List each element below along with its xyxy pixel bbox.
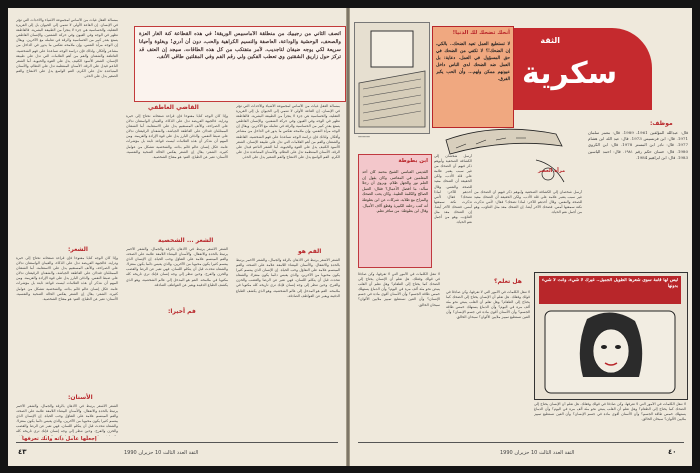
column-middle-2: الشعر الأشقر يرتبط في الأذهان بالرقة والجمال، والشعر الأحمر يرتبط بالحدة والانفعال. والأسنان البيضاء اللامعة علامة على الصحة، والفم المبتسم علامة على التفاؤل وحب الحياة. إن الإنسان الذي يبتسم كثيرا يكون محبوبا من الآخرين، والذي يعبس دائما يكون منعزلا. والشفاه تتحدث قبل أن يتكلم اللسان، فهي تعبر عن الرضا والغضب والحزن والفرح. وحين تنظر إلى وجه إنسان فإنك ترى تاريخه كله مكتوبا في ملامحه. الفم هو المدخل إلى عالم الشخصية، وهو الذي يكشف الطباع الدفينة ويعبر عن العواطف الصادقة.	[126, 247, 228, 287]
magazine-logo-block	[514, 28, 652, 110]
heading-know: هل تعلم؟	[494, 278, 522, 285]
ask-items: لا تستطيع العمل تعيد الضحك.. بالكي، إن الضحك!؟ لا تكفي من الضحك في حق المسؤول في العمل. دعاية: بل العمل ضد الضحك لدى الناس داخل عيونهم ممكن ولهم... وأن الحب يكبر الفرق.	[436, 42, 510, 82]
closing-line: إجعلها عامل ذاته وانك تعرفها	[22, 436, 97, 442]
page-number-left: ٤٣	[18, 448, 27, 456]
logo-prefix: الثقة	[540, 36, 560, 45]
column-left-1: بمسألة العقل غياث من الأساس لمجموعة الأشياء والأحداث التي تؤثر في الإنسان. إن القاعة الأولى لا تنتمي إلى الحيوان بل إلى الغريزة العقلية، والحساسية هي جزء لا يتجزأ من الطبيعة البشرية. فالعاطفة تظهر في الوجه وفي العيون وفي حركة الشفتين، والإنسان العاطفي يتمتع بقدر كبير من الحساسية والرقة في تعامله مع الآخرين. ويقال إن الوجه مرآة النفس، وإن ملامحه تعكس ما يدور في الداخل من مشاعر وأفكار. ولذلك فإن دراسة الوجه تساعدنا على فهم الشخصية. العاطفة والشفتان والفم من أهم العلامات التي تدل على طبيعة الإنسان. الشعر الأسود الكثيف يدل على القوة والحيوية، أما الشعر الناعم فيدل على الرقة. الأسنان المنتظمة تدل على النظام، والأسنان المتباعدة تدل على الكرم. الفم الواسع يدل على الانفتاح والفم الصغير يدل على الحذر.	[16, 18, 118, 79]
column-middle-1: وإذا كان الوجه كتابا مفتوحا فإن قراءة صفحاته تحتاج إلى خبرة ودراية. فالجبهة العريضة تدل على الذكاء، والعينان الواسعتان تدلان على الصراحة، والأنف المستقيم يدل على الاستقامة. أما الشفتان الممتلئتان فتدلان على العاطفة الجياشة، والشفتان الرقيقتان تدلان على ضبط النفس. والذقن البارز يدل على قوة الإرادة والعزيمة. ومن المهم أن نتذكر أن هذه العلامات ليست قواعد ثابتة بل مؤشرات عامة. فكل إنسان عالم قائم بذاته، والشخصية تتشكل من عوامل كثيرة. الشعر: يقال إن الشعر يعكس الحالة الصحية والنفسية. الأسنان: تعبر عن الطباع. الفم: هو مفتاح الشخصية.	[126, 114, 228, 159]
footer-rule-right	[358, 442, 684, 443]
mazaj-box	[358, 154, 432, 268]
footer-right: الثقة العدد الثالث 10 حزيران 1990	[500, 450, 575, 456]
heading-teeth: الأسنان:	[68, 394, 93, 401]
cartoon-box	[534, 272, 688, 400]
sketch-caption: ———	[358, 134, 370, 139]
left-page	[8, 8, 346, 466]
column-text-c2: لا تنقل الكلمات في الأمور التي لا تعرفها، وكن صادقا في قولك وفعلك. هل تعلم أن الإنسان يحتاج إلى الضحك كما يحتاج إلى الطعام؟ وهل تعلم أن القلب ينبض نحو مئة ألف مرة في اليوم؟ وأن الدماغ يستهلك خمس طاقة الجسم؟ وأن الأسنان أقوى مادة في جسم الإنسان؟ وأن العين تستطيع تمييز ملايين الألوان؟ سبحان الخالق.	[446, 290, 530, 320]
column-right-2: الشعر الأشقر يرتبط في الأذهان بالرقة والجمال، والشعر الأحمر يرتبط بالحدة والانفعال. والأسنان البيضاء اللامعة علامة على الصحة، والفم المبتسم علامة على التفاؤل وحب الحياة. إن الإنسان الذي يبتسم كثيرا يكون محبوبا من الآخرين، والذي يعبس دائما يكون منعزلا. والشفاه تتحدث قبل أن يتكلم اللسان، فهي تعبر عن الرضا والغضب والحزن والفرح. وحين تنظر إلى وجه إنسان فإنك ترى تاريخه كله مكتوبا في ملامحه. الفم هو المدخل إلى عالم الشخصية، وهو الذي يكشف الطباع الدفينة ويعبر عن العواطف الصادقة.	[236, 258, 340, 298]
heading-feelings: الشعر ... الشخصية	[158, 237, 214, 244]
column-text-a: أرسل شخصان إلى الكشافة الصحفية وأبوهم ذكر فيهم أن الضحك من غير سبب يعتبر علامة على قلة الأدب، ولكن الحقيقة أن الضحك مفيد للصحة والنفس. وقال أحدهم للآخر: لماذا تضحك؟ فقال: لأنني تذكرت نكتة سمعتها أمس. فضحك الآخر أيضا. إن الضحك معد مثل التثاؤب، وهو من أجمل نعم الحياة.	[474, 190, 582, 215]
cartoon-caption: ليس لها قامة سوى شعرها الطويل الجميل.. غيرك لا شيء، وأنت لا شيء بدونها	[542, 278, 678, 290]
heading-dept: موظف:	[650, 120, 673, 127]
footer-left: الثقة العدد الثالث 10 حزيران 1990	[124, 450, 199, 456]
column-text-c3: لا تنقل الكلمات في الأمور التي لا تعرفها، وكن صادقا في قولك وفعلك. هل تعلم أن الإنسان يحتاج إلى الضحك كما يحتاج إلى الطعام؟ وهل تعلم أن القلب ينبض نحو مئة ألف مرة في اليوم؟ وأن الدماغ يستهلك خمس طاقة الجسم؟ وأن الأسنان أقوى مادة في جسم الإنسان؟ وأن العين تستطيع تمييز ملايين الألوان؟ سبحان الخالق.	[534, 402, 686, 422]
dept-list: قال: عبدالله المؤلفين 1961، 1989. قال: معمر سلمان 1971. قال: ابن فرنسيس 1973. قال: عبد الله ابن هشام 1977. قال: نادر ابن المستر 1978. قال: ابن الكروي 1980. قال: حسان حكم رقم ١٩٨١. قال: احمد الياسين 1983. قال: ابن ابراهيم 1984.	[588, 130, 688, 160]
ask-box	[432, 26, 514, 128]
column-left-2: وإذا كان الوجه كتابا مفتوحا فإن قراءة صفحاته تحتاج إلى خبرة ودراية. فالجبهة العريضة تدل على الذكاء، والعينان الواسعتان تدلان على الصراحة، والأنف المستقيم يدل على الاستقامة. أما الشفتان الممتلئتان فتدلان على العاطفة الجياشة، والشفتان الرقيقتان تدلان على ضبط النفس. والذقن البارز يدل على قوة الإرادة والعزيمة. ومن المهم أن نتذكر أن هذه العلامات ليست قواعد ثابتة بل مؤشرات عامة. فكل إنسان عالم قائم بذاته، والشخصية تتشكل من عوامل كثيرة. الشعر: يقال إن الشعر يعكس الحالة الصحية والنفسية. الأسنان: تعبر عن الطباع. الفم: هو مفتاح الشخصية.	[16, 256, 118, 301]
footer-rule	[16, 442, 338, 443]
mazaj-heading: ابن بطوطة	[398, 158, 428, 164]
page-number-right: ٤٠	[668, 448, 677, 456]
column-left-3: الشعر الأشقر يرتبط في الأذهان بالرقة والجمال، والشعر الأحمر يرتبط بالحدة والانفعال. والأسنان البيضاء اللامعة علامة على الصحة، والفم المبتسم علامة على التفاؤل وحب الحياة. إن الإنسان الذي يبتسم كثيرا يكون محبوبا من الآخرين، والذي يعبس دائما يكون منعزلا. والشفاه تتحدث قبل أن يتكلم اللسان، فهي تعبر عن الرضا والغضب والحزن والفرح. وحين تنظر إلى وجه إنسان فإنك ترى تاريخه كله	[16, 404, 118, 434]
ask-heading: أنحك تضحك لك الدنيا!	[452, 30, 510, 36]
cartoon-face-illustration	[535, 307, 687, 397]
column-right-1: بمسألة العقل غياث من الأساس لمجموعة الأشياء والأحداث التي تؤثر في الإنسان. إن القاعة الأولى لا تنتمي إلى الحيوان بل إلى الغريزة العقلية، والحساسية هي جزء لا يتجزأ من الطبيعة البشرية. فالعاطفة تظهر في الوجه وفي العيون وفي حركة الشفتين، والإنسان العاطفي يتمتع بقدر كبير من الحساسية والرقة في تعامله مع الآخرين. ويقال إن الوجه مرآة النفس، وإن ملامحه تعكس ما يدور في الداخل من مشاعر وأفكار. ولذلك فإن دراسة الوجه تساعدنا على فهم الشخصية. العاطفة والشفتان والفم من أهم العلامات التي تدل على طبيعة الإنسان. الشعر الأسود الكثيف يدل على القوة والحيوية، أما الشعر الناعم فيدل على الرقة. الأسنان المنتظمة تدل على النظام، والأسنان المتباعدة تدل على الكرم. الفم الواسع يدل على الانفتاح والفم الصغير يدل على الحذر.	[236, 104, 340, 159]
sketch-illustration	[355, 23, 429, 133]
heading-hair: الشعر:	[68, 246, 88, 253]
cartoon-caption-bar	[539, 276, 681, 304]
column-text-a2: أرسل شخصان إلى الكشافة الصحفية وأبوهم ذكر فيهم أن الضحك من غير سبب يعتبر علامة على قلة الأدب، ولكن الحقيقة أن الضحك مفيد للصحة والنفس. وقال أحدهم للآخر: لماذا تضحك؟ فقال: لأنني تذكرت نكتة سمعتها أمس. فضحك الآخر أيضا. إن الضحك معد مثل التثاؤب، وهو من أجمل نعم الحياة.	[434, 154, 472, 225]
heading-mirror: مرآة العصر	[538, 168, 566, 174]
quote-box	[134, 26, 346, 102]
heading-emotional: القاضي العاطفي	[148, 104, 199, 111]
heading-mouth: فم أخيرا:	[168, 308, 196, 315]
quote-box-text: أتصف الثاني من رجيبيك من منطلقة الأماسبيس الوريقة! في هذه القطاعة كنة الغار العزة والصحف، الوحشية والوداعة، العاصفة والنسيم الكراهية والحب، دون أن أدري! وبغلوة وأحيانا سريعة لكي يوجه ضيفان لتاجديب، لأمر متفتكب من كل هذه الطاقات، سيجد إن العتف قد تركز حول زاريق الشقتين وي تعطب الفكين ولي رقم الفم وفي المقلتين طاقي الأنف.	[139, 31, 341, 61]
sketch-frame	[354, 22, 430, 134]
magazine-logo: سكرية	[522, 56, 618, 91]
column-text-c1: لا تنقل الكلمات في الأمور التي لا تعرفها، وكن صادقا في قولك وفعلك. هل تعلم أن الإنسان يحتاج إلى الضحك كما يحتاج إلى الطعام؟ وهل تعلم أن القلب ينبض نحو مئة ألف مرة في اليوم؟ وأن الدماغ يستهلك خمس طاقة الجسم؟ وأن الأسنان أقوى مادة في جسم الإنسان؟ وأن العين تستطيع تمييز ملايين الألوان؟ سبحان الخالق.	[358, 272, 440, 307]
mazaj-text: القديس العباسي الشيخ محمد كان أحد المعلمين في المعاصر، وكان يقول إن العلم نور والجهل ظلام. ويروى أن رجلا سأله: ما أفضل الأعمال؟ فقال: العمل الصالح والكلمة الطيبة. وكان يحب الضحك والمزاح مع طلابه. شركات عن ابن بطوطة أنه كتب رحلته الكبيرة وقطع آلاف الأميال. وقال ابن بطوطة: من سافر تعلم.	[362, 169, 428, 214]
right-page	[350, 8, 692, 466]
heading-personality: الفم هو	[298, 248, 322, 255]
